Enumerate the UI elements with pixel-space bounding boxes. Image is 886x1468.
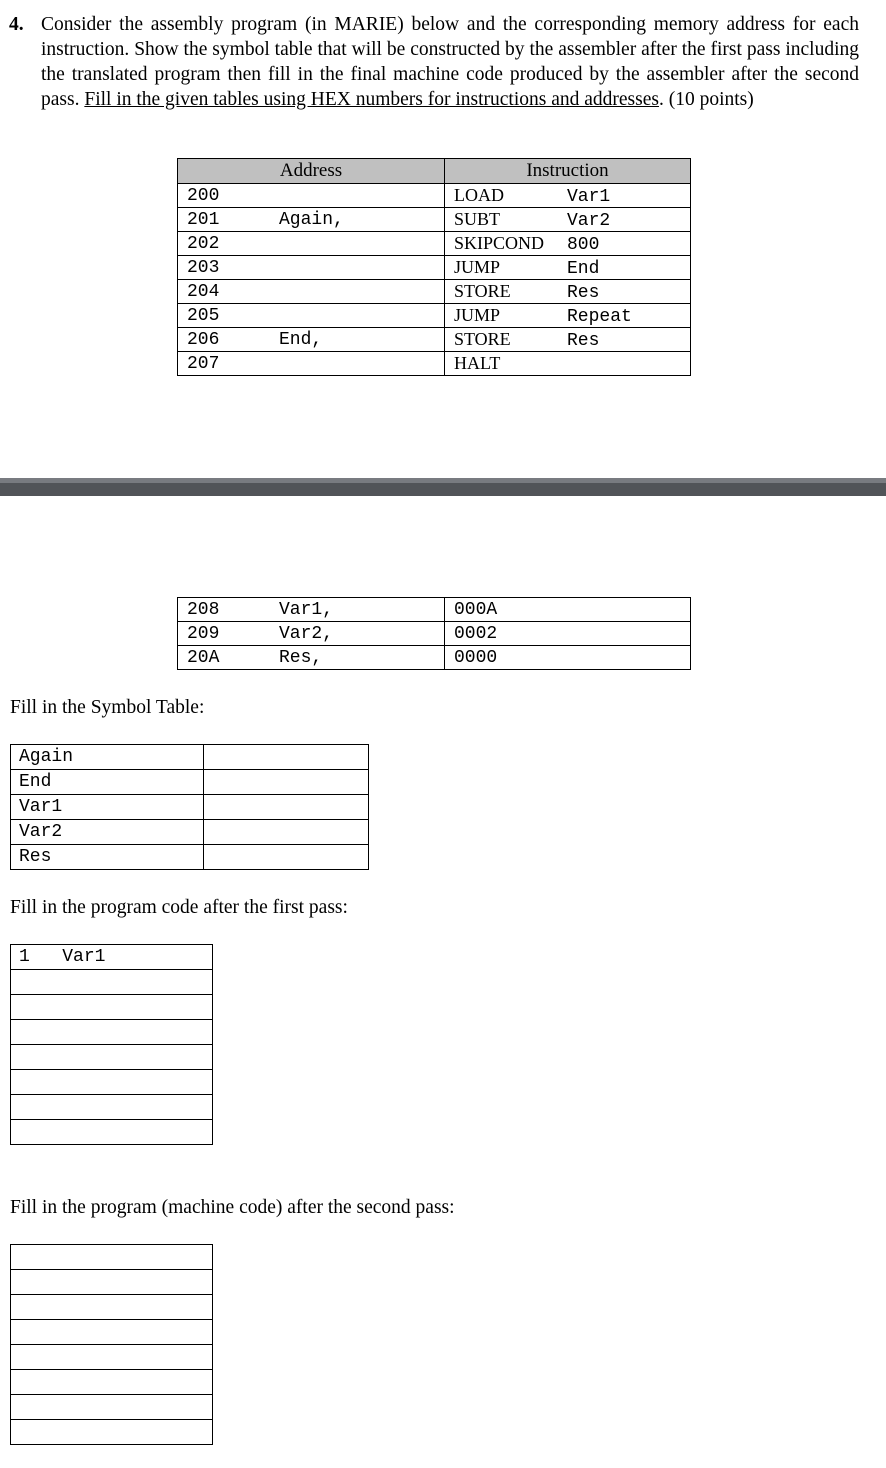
second-pass-row — [11, 1295, 213, 1320]
operand-cell: Repeat — [567, 306, 632, 327]
second-pass-table — [10, 1244, 213, 1445]
opcode-cell: SUBT — [454, 208, 501, 229]
question-instruction: Fill in the given tables using HEX numbers for instructions and addresses — [84, 89, 659, 110]
label-cell — [279, 232, 445, 256]
table-row[interactable] — [11, 1270, 213, 1295]
second-pass-row — [11, 1395, 213, 1420]
address-cell: 209 — [178, 622, 280, 646]
first-pass-heading: Fill in the program code after the first pass: — [10, 897, 348, 918]
first-pass-row — [11, 1095, 213, 1120]
second-pass-row — [11, 1320, 213, 1345]
label-cell — [279, 352, 445, 376]
label-cell — [279, 184, 445, 208]
opcode-cell: HALT — [454, 352, 501, 373]
opcode-cell: LOAD — [454, 184, 504, 205]
symbol-address-field[interactable] — [204, 770, 369, 795]
table-row[interactable] — [11, 1395, 213, 1420]
address-cell: 200 — [178, 184, 280, 208]
first-pass-row — [11, 1045, 213, 1070]
address-cell: 202 — [178, 232, 280, 256]
table-row[interactable] — [11, 1420, 213, 1445]
symbol-table-heading: Fill in the Symbol Table: — [10, 697, 205, 718]
address-cell: 201 — [178, 208, 280, 232]
symbol-address-field[interactable] — [204, 845, 369, 870]
value-cell: 0002 — [445, 622, 691, 646]
opcode-cell: STORE — [454, 328, 511, 349]
table-row[interactable] — [11, 970, 213, 995]
operand-cell: End — [567, 258, 600, 279]
label-cell: Var2, — [279, 622, 445, 646]
symbol-address-field[interactable] — [204, 820, 369, 845]
table-row[interactable] — [11, 1120, 213, 1145]
table-row[interactable] — [11, 1320, 213, 1345]
symbol-name: Res — [11, 845, 204, 870]
label-cell — [279, 256, 445, 280]
address-cell: 204 — [178, 280, 280, 304]
symbol-name: End — [11, 770, 204, 795]
table-row[interactable] — [11, 1370, 213, 1395]
label-cell — [279, 280, 445, 304]
table-row — [11, 845, 369, 870]
symbol-address-field[interactable] — [204, 745, 369, 770]
second-pass-row — [11, 1345, 213, 1370]
address-cell: 205 — [178, 304, 280, 328]
table-row — [178, 256, 691, 280]
table-row[interactable] — [11, 1295, 213, 1320]
table-row[interactable] — [11, 1245, 213, 1270]
symbol-table — [10, 744, 369, 870]
table-row[interactable] — [11, 1095, 213, 1120]
address-cell: 206 — [178, 328, 280, 352]
first-pass-row-number: 1 — [19, 947, 30, 967]
address-cell: 207 — [178, 352, 280, 376]
table-row — [178, 208, 691, 232]
table-row[interactable] — [11, 995, 213, 1020]
opcode-cell: JUMP — [454, 256, 501, 277]
question-points: . (10 points) — [658, 89, 754, 110]
table-row — [178, 304, 691, 328]
symbol-name: Var2 — [11, 820, 204, 845]
table-row — [178, 598, 691, 622]
address-cell: 20A — [178, 646, 280, 670]
symbol-name: Var1 — [11, 795, 204, 820]
table-row — [178, 646, 691, 670]
table-row[interactable] — [11, 1045, 213, 1070]
second-pass-row — [11, 1370, 213, 1395]
table-row[interactable] — [11, 945, 213, 970]
table-row — [178, 280, 691, 304]
value-cell: 0000 — [445, 646, 691, 670]
second-pass-row — [11, 1270, 213, 1295]
opcode-cell: JUMP — [454, 304, 501, 325]
first-pass-row — [11, 1070, 213, 1095]
instruction-header: Instruction — [445, 159, 691, 184]
first-pass-row — [11, 1020, 213, 1045]
second-pass-row — [11, 1245, 213, 1270]
address-cell: 203 — [178, 256, 280, 280]
operand-cell: Res — [567, 330, 600, 351]
program-table — [177, 158, 691, 376]
second-pass-heading: Fill in the program (machine code) after the second pass: — [10, 1197, 455, 1218]
first-pass-row — [11, 995, 213, 1020]
operand-cell: Var2 — [567, 210, 611, 231]
question-body: Consider the assembly program (in MARIE) below and the corresponding memory address for each instruction. Show the symbol table that will be constructed by the assembler after the first pass including the translated program then fill in the final machine code produced by the assembler after the second pass. — [41, 14, 859, 110]
second-pass-row — [11, 1420, 213, 1445]
address-header: Address — [178, 159, 445, 184]
symbol-name: Again — [11, 745, 204, 770]
table-row — [178, 232, 691, 256]
value-cell: 000A — [445, 598, 691, 622]
question-number: 4. — [9, 14, 24, 35]
table-row — [178, 352, 691, 376]
label-cell: End, — [279, 328, 445, 352]
label-cell: Again, — [279, 208, 445, 232]
first-pass-row — [11, 945, 213, 970]
question-text — [9, 12, 859, 112]
symbol-address-field[interactable] — [204, 795, 369, 820]
table-row — [11, 820, 369, 845]
opcode-cell: STORE — [454, 280, 511, 301]
table-row[interactable] — [11, 1345, 213, 1370]
table-row — [178, 622, 691, 646]
label-cell: Res, — [279, 646, 445, 670]
table-row[interactable] — [11, 1020, 213, 1045]
label-cell: Var1, — [279, 598, 445, 622]
operand-cell: Var1 — [567, 186, 611, 207]
table-row — [11, 770, 369, 795]
operand-cell: 800 — [567, 234, 600, 255]
table-row[interactable] — [11, 1070, 213, 1095]
first-pass-row — [11, 970, 213, 995]
label-cell — [279, 304, 445, 328]
table-row — [11, 795, 369, 820]
address-cell: 208 — [178, 598, 280, 622]
table-row — [178, 184, 691, 208]
table-row — [178, 328, 691, 352]
first-pass-row-operand: Var1 — [62, 947, 106, 967]
table-row — [11, 745, 369, 770]
operand-cell: Res — [567, 282, 600, 303]
page-divider-highlight — [0, 478, 886, 483]
first-pass-row — [11, 1120, 213, 1145]
first-pass-table — [10, 944, 213, 1145]
data-table — [177, 597, 691, 670]
opcode-cell: SKIPCOND — [454, 232, 545, 253]
